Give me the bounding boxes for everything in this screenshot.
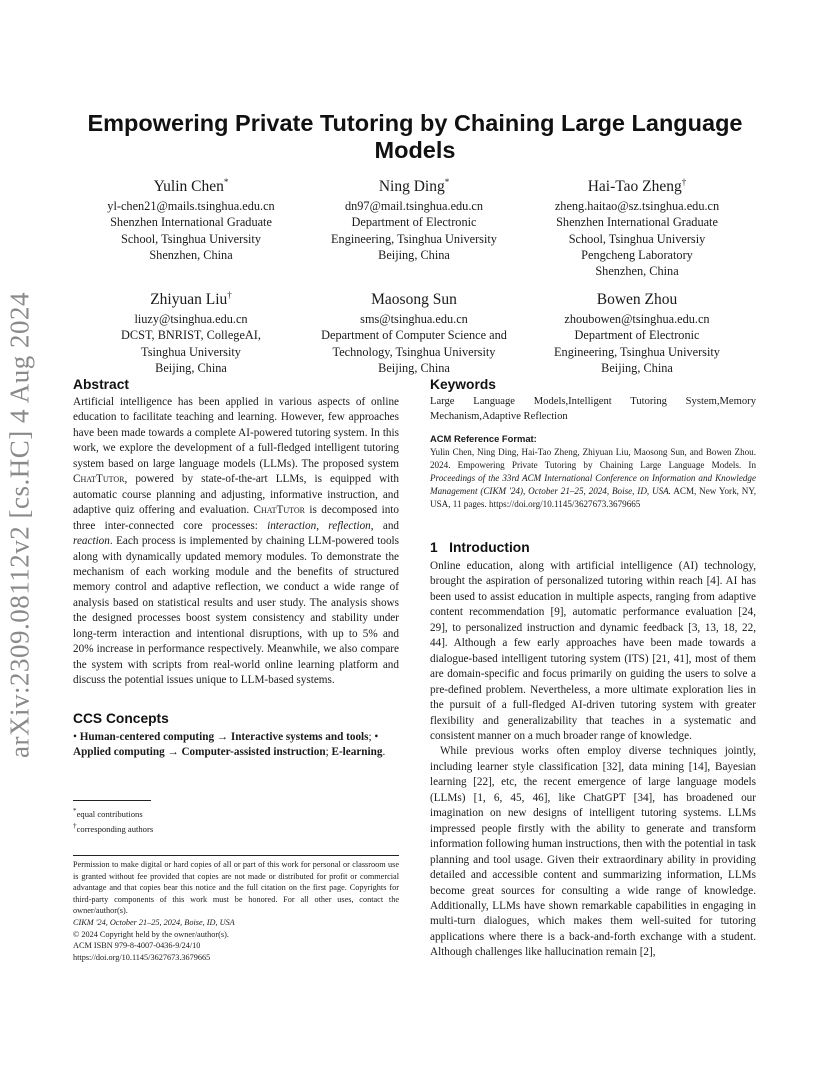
- footnote: *equal contributions: [73, 807, 143, 819]
- author-affil: DCST, BNRIST, CollegeAI,: [121, 328, 261, 343]
- author-block: [66, 285, 316, 376]
- venue: CIKM '24, October 21–25, 2024, Boise, ID, USA: [73, 917, 235, 927]
- abstract-section: [73, 377, 399, 689]
- footnotes: [73, 805, 399, 836]
- author-email: zheng.haitao@sz.tsinghua.edu.cn: [554, 199, 720, 214]
- author-block: [289, 172, 539, 263]
- arxiv-stamp: [0, 290, 40, 760]
- arxiv-id: arXiv:2309.08112v2 [cs.HC] 4 Aug 2024: [4, 292, 35, 758]
- keywords-text: Large Language Models,Intelligent Tutoring System,Memory Mechanism,Adaptive Reflection: [430, 396, 756, 422]
- author-affil: Beijing, China: [155, 361, 227, 376]
- permission-block: [73, 859, 399, 963]
- ccs-section: [73, 711, 399, 761]
- acm-ref-heading: ACM Reference Format:: [430, 433, 537, 444]
- copyright: © 2024 Copyright held by the owner/author(s).: [73, 929, 229, 939]
- author-affil: Engineering, Tsinghua University: [331, 231, 497, 246]
- author-email: dn97@mail.tsinghua.edu.cn: [344, 199, 484, 214]
- intro-paragraph: Online education, along with artificial intelligence (AI) technology, brought the aspiration of personalized tutoring within reach [4]. AI has been used to assist education in multiple aspects, ranging from adaptive content recommendation [9], automatic performance evaluation [24, 29], to personalized instruction and dynamic feedback [3, 13, 18, 22, 44]. Although a few early approaches have been made towards a dialogue-based intelligent tutoring system (ITS) [21, 41], most of them are domain-specific and focus primarily on guiding the users to solve a pre-defined problem. Nevertheless, a more ultimate exploration lies in the pursuit of a full-fledged AI-driven tutoring system with greater flexibility and generalizability that teaches in a systematic and consistent manner on a much broader range of knowledge.: [430, 560, 756, 742]
- author-name: Hai-Tao Zheng: [587, 178, 682, 196]
- permission-rule: [73, 855, 399, 856]
- ccs-text: • Human-centered computing → Interactive systems and tools; • Applied computing → Computer-assisted instruction; E-learning.: [73, 731, 386, 759]
- author-block: [66, 172, 316, 263]
- author-name: Yulin Chen: [153, 178, 224, 196]
- author-affil: Beijing, China: [378, 248, 450, 263]
- author-affil: Department of Computer Science and: [321, 328, 507, 343]
- author-email: zhoubowen@tsinghua.edu.cn: [564, 312, 710, 327]
- keywords-section: [430, 377, 756, 424]
- author-email: liuzy@tsinghua.edu.cn: [134, 312, 248, 327]
- intro-heading: 1 Introduction: [430, 540, 530, 555]
- author-affil: Shenzhen, China: [595, 264, 679, 279]
- abstract-text: Artificial intelligence has been applied in various aspects of online education to facilitate teaching and learning. However, few approaches have been made towards a complete AI-powered tutoring system. In this work, we explore the development of a full-fledged intelligent tutoring system based on large language models (LLMs). The proposed system ChatTutor, powered by state-of-the-art LLMs, is equipped with automatic course planning and adjusting, informative instruction, and adaptive quiz offering and evaluation. ChatTutor is decomposed into three inter-connected core processes: interaction, reflection, and reaction. Each process is implemented by chaining LLM-powered tools along with dynamically updated memory modules. To demonstrate the mechanism of each working module and the benefits of structured memory control and adaptive reflection, we conduct a wide range of analysis based on statistical results and user study. The analysis shows the designed processes boost system consistency and stability under long-term interaction and intentional disruptions, with up to 5% and 20% increase in performance respectively. Meanwhile, we also compare the system with scripts from real-world online learning platform and discuss the potential issues unique to LLM-based systems.: [73, 396, 400, 687]
- author-affil: Tsinghua University: [141, 344, 241, 359]
- author-mark: †: [227, 290, 232, 300]
- author-affil: School, Tsinghua Universiy: [568, 231, 706, 246]
- author-name: Zhiyuan Liu: [150, 291, 228, 309]
- author-affil: Technology, Tsinghua University: [332, 344, 496, 359]
- author-name: Ning Ding: [378, 178, 445, 196]
- author-mark: †: [681, 177, 687, 187]
- acm-reference: [430, 433, 756, 511]
- footnote: †corresponding authors: [73, 822, 154, 835]
- abstract-heading: Abstract: [73, 377, 129, 392]
- author-block: [289, 285, 539, 376]
- doi-link[interactable]: https://doi.org/10.1145/3627673.3679665: [73, 952, 211, 962]
- intro-paragraph: While previous works often employ diverse techniques jointly, including learner style classification [32], data mining [14], Bayesian learning [22], etc, the recent emergence of large language models (LLMs) [1, 6, 45, 46], like ChatGPT [34], has broadened our imagination on new designs of intelligent tutoring systems. LLMs impressed people firstly with the ability to generate and transform information following human instructions, then with the potential in task planning and tool usage. Given their extraordinary ability in providing detailed and accessible content and summarizing information, LLMs become great sources for consulting a wide range of knowledge. Additionally, LLMs have shown remarkable capabilities in engaging in multi-turn dialogues, which makes them well-suited for tutoring applications where there is a back-and-forth exchange with a student. Although challenges like hallucination remain [2],: [430, 745, 756, 959]
- author-affil: Shenzhen International Graduate: [556, 215, 718, 230]
- author-mark: *: [223, 177, 229, 187]
- introduction-section: [430, 540, 756, 961]
- isbn: ACM ISBN 979-8-4007-0436-9/24/10: [73, 941, 201, 951]
- author-affil: Beijing, China: [601, 361, 673, 376]
- author-affil: Shenzhen, China: [149, 248, 233, 263]
- author-email: sms@tsinghua.edu.cn: [360, 312, 468, 327]
- author-affil: Department of Electronic: [351, 215, 477, 230]
- footnote-rule: [73, 800, 151, 801]
- author-affil: School, Tsinghua University: [121, 231, 261, 246]
- author-affil: Shenzhen International Graduate: [110, 215, 272, 230]
- paper-title: Empowering Private Tutoring by Chaining Large Language Models: [87, 110, 743, 163]
- permission-text: Permission to make digital or hard copies of all or part of this work for personal or classroom use is granted without fee provided that copies are not made or distributed for profit or commercial advantage and that copies bear this notice and the full citation on the first page. Copyrights for third-party components of this work must be honored. For all other uses, contact the owner/author(s).: [73, 860, 399, 916]
- author-block: [512, 172, 762, 280]
- author-name: Bowen Zhou: [596, 291, 678, 309]
- author-affil: Engineering, Tsinghua University: [554, 344, 720, 359]
- author-affil: Pengcheng Laboratory: [581, 248, 693, 263]
- keywords-heading: Keywords: [430, 377, 496, 392]
- author-affil: Department of Electronic: [574, 328, 700, 343]
- author-affil: Beijing, China: [378, 361, 450, 376]
- author-block: [512, 285, 762, 376]
- author-name: Maosong Sun: [371, 291, 457, 309]
- author-mark: *: [444, 177, 450, 187]
- acm-ref-text: Yulin Chen, Ning Ding, Hai-Tao Zheng, Zhiyuan Liu, Maosong Sun, and Bowen Zhou. 2024. Empowering Private Tutoring by Chaining Large Language Models. In Proceedings of the 33rd ACM International Conference on Information and Knowledge Management (CIKM '24), October 21–25, 2024, Boise, ID, USA. ACM, New York, NY, USA, 11 pages. https://doi.org/10.1145/3627673.3679665: [430, 447, 756, 510]
- ccs-heading: CCS Concepts: [73, 711, 169, 726]
- author-email: yl-chen21@mails.tsinghua.edu.cn: [107, 199, 275, 214]
